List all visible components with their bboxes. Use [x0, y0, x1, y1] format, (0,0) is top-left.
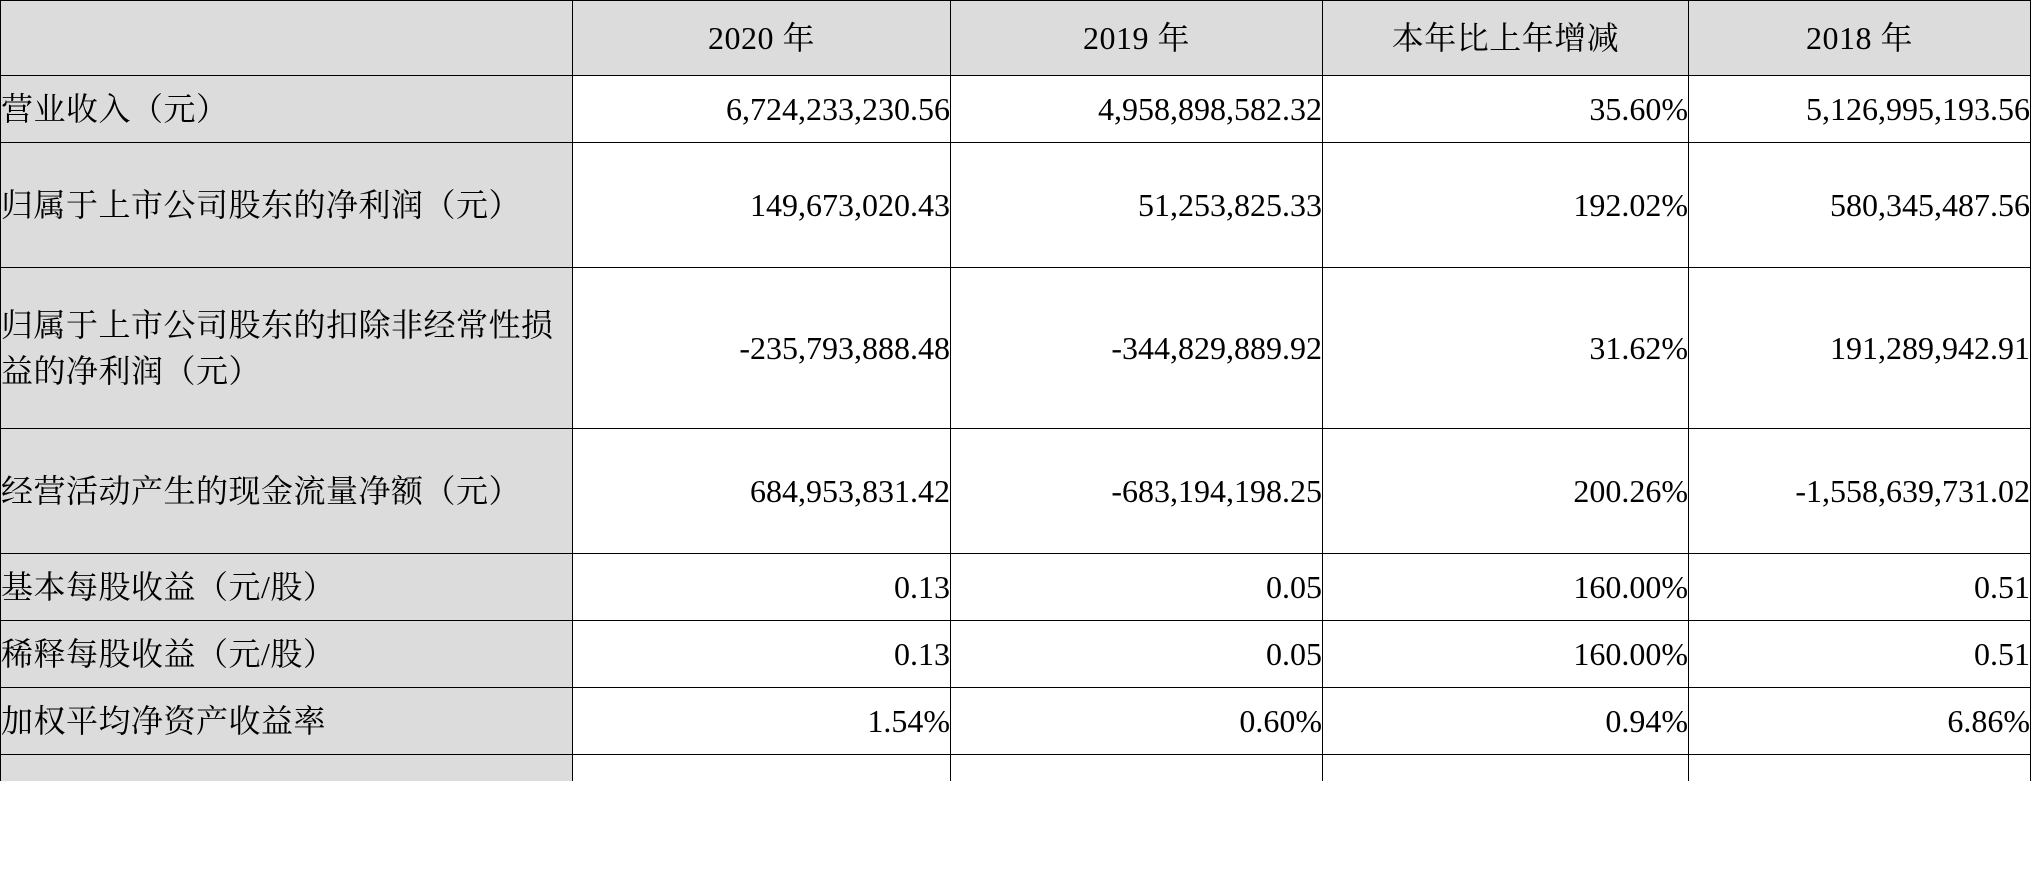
cell-diluted-eps-2019: 0.05 — [951, 621, 1323, 688]
cell-basic-eps-change: 160.00% — [1323, 554, 1689, 621]
cell-net-profit-deducted-2020: -235,793,888.48 — [573, 268, 951, 429]
cell-next-2019 — [951, 755, 1323, 782]
row-label-diluted-eps: 稀释每股收益（元/股） — [1, 621, 573, 688]
table-row — [1, 688, 2031, 755]
cell-diluted-eps-2018: 0.51 — [1689, 621, 2031, 688]
cell-net-profit-deducted-2019: -344,829,889.92 — [951, 268, 1323, 429]
row-label-net-profit-deducted: 归属于上市公司股东的扣除非经常性损益的净利润（元） — [1, 268, 573, 429]
cell-revenue-2020: 6,724,233,230.56 — [573, 76, 951, 143]
cell-net-profit-change: 192.02% — [1323, 143, 1689, 268]
table-row — [1, 76, 2031, 143]
cell-next-2020 — [573, 755, 951, 782]
cell-revenue-2018: 5,126,995,193.56 — [1689, 76, 2031, 143]
column-header-metric — [1, 1, 573, 76]
cell-operating-cash-flow-2019: -683,194,198.25 — [951, 429, 1323, 554]
column-header-2019: 2019 年 — [951, 1, 1323, 76]
cell-revenue-2019: 4,958,898,582.32 — [951, 76, 1323, 143]
row-label-net-profit: 归属于上市公司股东的净利润（元） — [1, 143, 573, 268]
cell-revenue-change: 35.60% — [1323, 76, 1689, 143]
column-header-2020: 2020 年 — [573, 1, 951, 76]
row-label-next — [1, 755, 573, 782]
table-row — [1, 755, 2031, 782]
row-label-revenue: 营业收入（元） — [1, 76, 573, 143]
cell-basic-eps-2018: 0.51 — [1689, 554, 2031, 621]
cell-operating-cash-flow-2020: 684,953,831.42 — [573, 429, 951, 554]
table-row — [1, 554, 2031, 621]
cell-net-profit-2019: 51,253,825.33 — [951, 143, 1323, 268]
cell-net-profit-deducted-change: 31.62% — [1323, 268, 1689, 429]
table-header-row — [1, 1, 2031, 76]
cell-weighted-roe-change: 0.94% — [1323, 688, 1689, 755]
cell-weighted-roe-2020: 1.54% — [573, 688, 951, 755]
table-row — [1, 268, 2031, 429]
cell-net-profit-2020: 149,673,020.43 — [573, 143, 951, 268]
column-header-2018: 2018 年 — [1689, 1, 2031, 76]
cell-weighted-roe-2019: 0.60% — [951, 688, 1323, 755]
cell-operating-cash-flow-change: 200.26% — [1323, 429, 1689, 554]
table-row — [1, 621, 2031, 688]
cell-diluted-eps-2020: 0.13 — [573, 621, 951, 688]
row-label-weighted-roe: 加权平均净资产收益率 — [1, 688, 573, 755]
cell-operating-cash-flow-2018: -1,558,639,731.02 — [1689, 429, 2031, 554]
cell-net-profit-2018: 580,345,487.56 — [1689, 143, 2031, 268]
cell-diluted-eps-change: 160.00% — [1323, 621, 1689, 688]
cell-basic-eps-2019: 0.05 — [951, 554, 1323, 621]
row-label-basic-eps: 基本每股收益（元/股） — [1, 554, 573, 621]
column-header-change: 本年比上年增减 — [1323, 1, 1689, 76]
cell-next-change — [1323, 755, 1689, 782]
cell-next-2018 — [1689, 755, 2031, 782]
cell-net-profit-deducted-2018: 191,289,942.91 — [1689, 268, 2031, 429]
cell-weighted-roe-2018: 6.86% — [1689, 688, 2031, 755]
table-row — [1, 429, 2031, 554]
cell-basic-eps-2020: 0.13 — [573, 554, 951, 621]
row-label-operating-cash-flow: 经营活动产生的现金流量净额（元） — [1, 429, 573, 554]
table-row — [1, 143, 2031, 268]
